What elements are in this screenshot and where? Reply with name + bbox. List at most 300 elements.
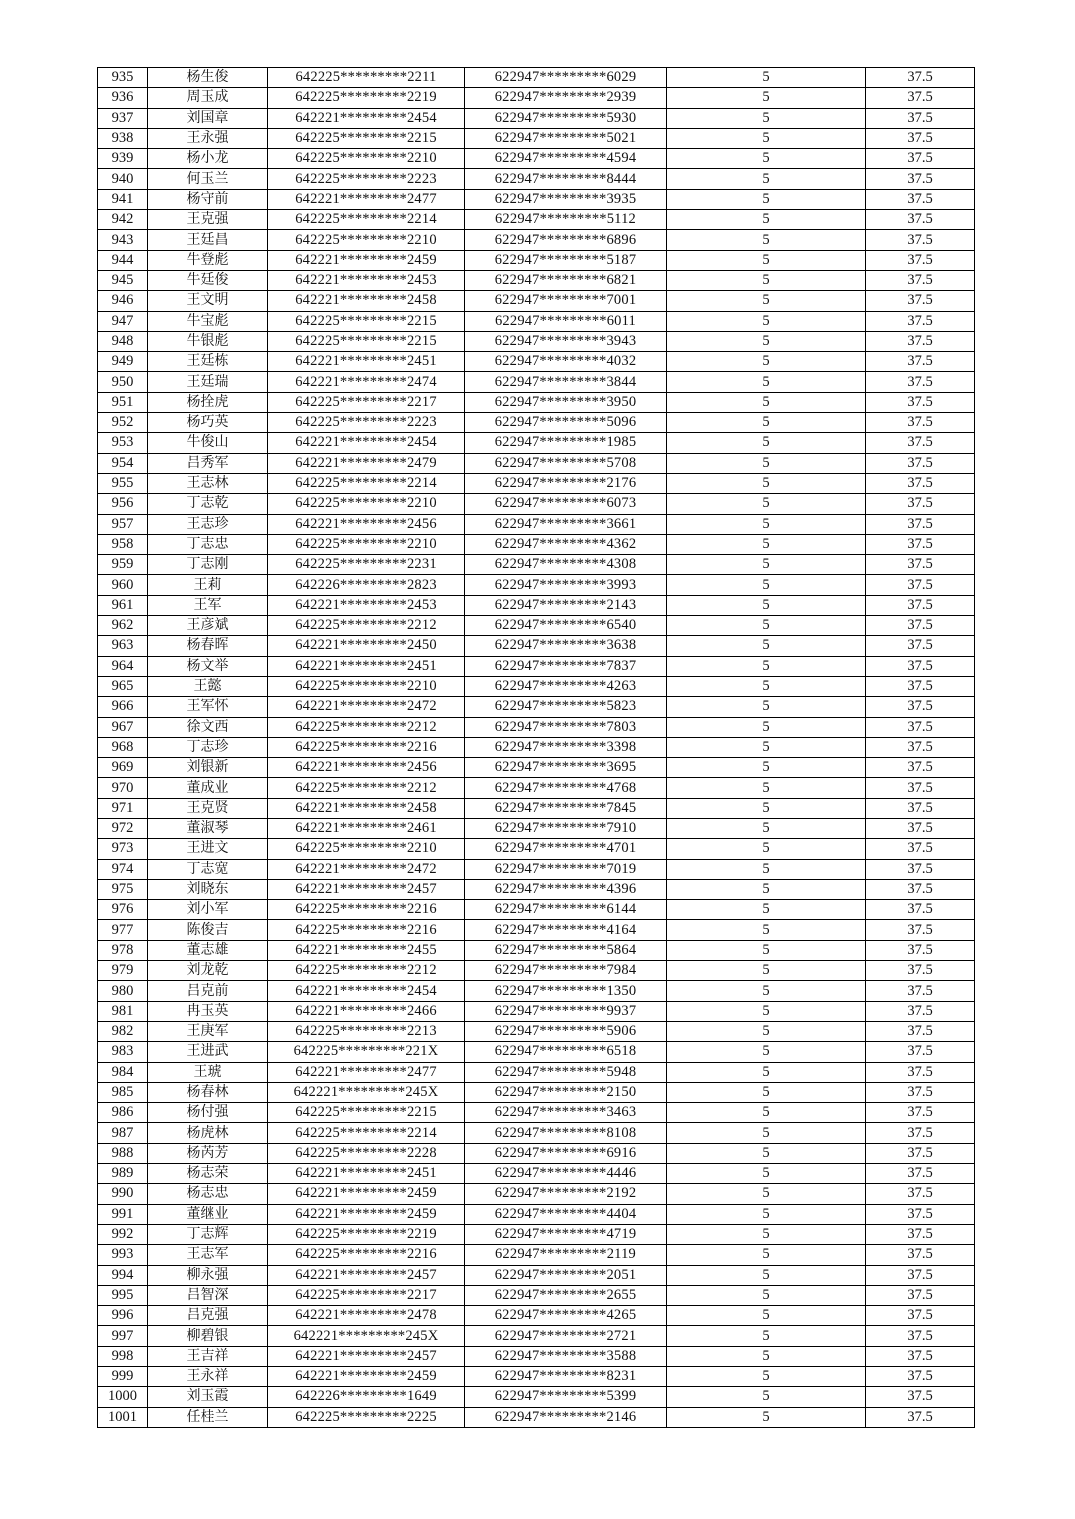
person-name-cell: 丁志辉	[148, 1224, 268, 1244]
table-row	[98, 392, 975, 412]
amount-cell: 37.5	[866, 453, 975, 473]
amount-cell: 37.5	[866, 920, 975, 940]
quantity-cell: 5	[667, 270, 866, 290]
amount-cell: 37.5	[866, 372, 975, 392]
person-name-cell: 丁志乾	[148, 494, 268, 514]
quantity-cell: 5	[667, 1306, 866, 1326]
id-number-cell: 642221*********2457	[268, 1346, 465, 1366]
person-name-cell: 陈俊吉	[148, 920, 268, 940]
amount-cell: 37.5	[866, 1062, 975, 1082]
amount-cell: 37.5	[866, 534, 975, 554]
person-name-cell: 刘晓东	[148, 879, 268, 899]
row-number-cell: 987	[98, 1123, 148, 1143]
person-name-cell: 杨志忠	[148, 1184, 268, 1204]
person-name-cell: 吕克前	[148, 981, 268, 1001]
row-number-cell: 943	[98, 230, 148, 250]
id-number-cell: 642225*********2213	[268, 1021, 465, 1041]
table-row	[98, 1123, 975, 1143]
id-number-cell: 642225*********2210	[268, 149, 465, 169]
quantity-cell: 5	[667, 1062, 866, 1082]
person-name-cell: 刘国章	[148, 108, 268, 128]
roster-body	[98, 68, 975, 1428]
quantity-cell: 5	[667, 900, 866, 920]
table-row	[98, 1407, 975, 1427]
row-number-cell: 979	[98, 961, 148, 981]
id-number-cell: 642225*********2219	[268, 88, 465, 108]
quantity-cell: 5	[667, 473, 866, 493]
id-number-cell: 642225*********2212	[268, 717, 465, 737]
table-row	[98, 1245, 975, 1265]
id-number-cell: 642225*********221X	[268, 1042, 465, 1062]
id-number-cell: 642221*********2454	[268, 108, 465, 128]
row-number-cell: 956	[98, 494, 148, 514]
quantity-cell: 5	[667, 88, 866, 108]
row-number-cell: 992	[98, 1224, 148, 1244]
table-row	[98, 555, 975, 575]
row-number-cell: 995	[98, 1285, 148, 1305]
amount-cell: 37.5	[866, 88, 975, 108]
id-number-cell: 642225*********2215	[268, 1103, 465, 1123]
quantity-cell: 5	[667, 1103, 866, 1123]
person-name-cell: 王永强	[148, 128, 268, 148]
row-number-cell: 939	[98, 149, 148, 169]
table-row	[98, 1184, 975, 1204]
table-row	[98, 149, 975, 169]
person-name-cell: 王志珍	[148, 514, 268, 534]
bank-card-number-cell: 622947*********5021	[465, 128, 667, 148]
person-name-cell: 何玉兰	[148, 169, 268, 189]
amount-cell: 37.5	[866, 1407, 975, 1427]
id-number-cell: 642221*********2472	[268, 697, 465, 717]
quantity-cell: 5	[667, 1387, 866, 1407]
bank-card-number-cell: 622947*********4362	[465, 534, 667, 554]
table-row	[98, 758, 975, 778]
table-row	[98, 656, 975, 676]
id-number-cell: 642221*********2459	[268, 250, 465, 270]
table-row	[98, 433, 975, 453]
row-number-cell: 959	[98, 555, 148, 575]
quantity-cell: 5	[667, 250, 866, 270]
amount-cell: 37.5	[866, 940, 975, 960]
quantity-cell: 5	[667, 1123, 866, 1143]
quantity-cell: 5	[667, 697, 866, 717]
quantity-cell: 5	[667, 331, 866, 351]
person-name-cell: 杨拴虎	[148, 392, 268, 412]
amount-cell: 37.5	[866, 778, 975, 798]
amount-cell: 37.5	[866, 1265, 975, 1285]
table-row	[98, 514, 975, 534]
amount-cell: 37.5	[866, 270, 975, 290]
person-name-cell: 王廷瑞	[148, 372, 268, 392]
row-number-cell: 940	[98, 169, 148, 189]
amount-cell: 37.5	[866, 291, 975, 311]
table-row	[98, 676, 975, 696]
quantity-cell: 5	[667, 291, 866, 311]
quantity-cell: 5	[667, 68, 866, 88]
bank-card-number-cell: 622947*********5948	[465, 1062, 667, 1082]
bank-card-number-cell: 622947*********5930	[465, 108, 667, 128]
bank-card-number-cell: 622947*********4164	[465, 920, 667, 940]
quantity-cell: 5	[667, 1204, 866, 1224]
row-number-cell: 982	[98, 1021, 148, 1041]
quantity-cell: 5	[667, 1184, 866, 1204]
quantity-cell: 5	[667, 1407, 866, 1427]
row-number-cell: 946	[98, 291, 148, 311]
row-number-cell: 975	[98, 879, 148, 899]
id-number-cell: 642225*********2210	[268, 230, 465, 250]
row-number-cell: 993	[98, 1245, 148, 1265]
quantity-cell: 5	[667, 189, 866, 209]
table-row	[98, 981, 975, 1001]
amount-cell: 37.5	[866, 676, 975, 696]
quantity-cell: 5	[667, 636, 866, 656]
row-number-cell: 951	[98, 392, 148, 412]
person-name-cell: 杨志荣	[148, 1164, 268, 1184]
bank-card-number-cell: 622947*********3398	[465, 737, 667, 757]
person-name-cell: 丁志珍	[148, 737, 268, 757]
quantity-cell: 5	[667, 839, 866, 859]
id-number-cell: 642225*********2216	[268, 900, 465, 920]
person-name-cell: 王廷栋	[148, 352, 268, 372]
quantity-cell: 5	[667, 555, 866, 575]
bank-card-number-cell: 622947*********6144	[465, 900, 667, 920]
id-number-cell: 642225*********2216	[268, 1245, 465, 1265]
bank-card-number-cell: 622947*********7803	[465, 717, 667, 737]
bank-card-number-cell: 622947*********3943	[465, 331, 667, 351]
person-name-cell: 刘龙乾	[148, 961, 268, 981]
person-name-cell: 王军怀	[148, 697, 268, 717]
bank-card-number-cell: 622947*********8108	[465, 1123, 667, 1143]
quantity-cell: 5	[667, 453, 866, 473]
quantity-cell: 5	[667, 737, 866, 757]
table-row	[98, 1062, 975, 1082]
bank-card-number-cell: 622947*********2192	[465, 1184, 667, 1204]
id-number-cell: 642225*********2231	[268, 555, 465, 575]
row-number-cell: 969	[98, 758, 148, 778]
bank-card-number-cell: 622947*********7837	[465, 656, 667, 676]
id-number-cell: 642225*********2212	[268, 616, 465, 636]
table-row	[98, 697, 975, 717]
row-number-cell: 983	[98, 1042, 148, 1062]
amount-cell: 37.5	[866, 798, 975, 818]
quantity-cell: 5	[667, 1265, 866, 1285]
row-number-cell: 974	[98, 859, 148, 879]
id-number-cell: 642221*********2454	[268, 433, 465, 453]
table-row	[98, 778, 975, 798]
bank-card-number-cell: 622947*********4594	[465, 149, 667, 169]
id-number-cell: 642225*********2215	[268, 331, 465, 351]
table-row	[98, 68, 975, 88]
bank-card-number-cell: 622947*********3695	[465, 758, 667, 778]
person-name-cell: 任桂兰	[148, 1407, 268, 1427]
person-name-cell: 刘银新	[148, 758, 268, 778]
bank-card-number-cell: 622947*********5864	[465, 940, 667, 960]
table-row	[98, 473, 975, 493]
amount-cell: 37.5	[866, 961, 975, 981]
amount-cell: 37.5	[866, 352, 975, 372]
person-name-cell: 杨芮芳	[148, 1143, 268, 1163]
row-number-cell: 980	[98, 981, 148, 1001]
table-row	[98, 616, 975, 636]
id-number-cell: 642225*********2212	[268, 961, 465, 981]
person-name-cell: 王廷昌	[148, 230, 268, 250]
quantity-cell: 5	[667, 149, 866, 169]
amount-cell: 37.5	[866, 879, 975, 899]
row-number-cell: 973	[98, 839, 148, 859]
row-number-cell: 955	[98, 473, 148, 493]
id-number-cell: 642221*********2455	[268, 940, 465, 960]
quantity-cell: 5	[667, 433, 866, 453]
amount-cell: 37.5	[866, 311, 975, 331]
row-number-cell: 998	[98, 1346, 148, 1366]
person-name-cell: 吕秀军	[148, 453, 268, 473]
row-number-cell: 994	[98, 1265, 148, 1285]
row-number-cell: 960	[98, 575, 148, 595]
bank-card-number-cell: 622947*********3844	[465, 372, 667, 392]
person-name-cell: 丁志忠	[148, 534, 268, 554]
bank-card-number-cell: 622947*********2176	[465, 473, 667, 493]
person-name-cell: 杨春晖	[148, 636, 268, 656]
quantity-cell: 5	[667, 1224, 866, 1244]
table-row	[98, 1021, 975, 1041]
row-number-cell: 941	[98, 189, 148, 209]
table-row	[98, 169, 975, 189]
id-number-cell: 642225*********2219	[268, 1224, 465, 1244]
amount-cell: 37.5	[866, 981, 975, 1001]
row-number-cell: 954	[98, 453, 148, 473]
amount-cell: 37.5	[866, 717, 975, 737]
row-number-cell: 991	[98, 1204, 148, 1224]
bank-card-number-cell: 622947*********2146	[465, 1407, 667, 1427]
row-number-cell: 978	[98, 940, 148, 960]
quantity-cell: 5	[667, 1367, 866, 1387]
row-number-cell: 997	[98, 1326, 148, 1346]
row-number-cell: 961	[98, 595, 148, 615]
quantity-cell: 5	[667, 676, 866, 696]
id-number-cell: 642225*********2217	[268, 1285, 465, 1305]
person-name-cell: 王莉	[148, 575, 268, 595]
row-number-cell: 962	[98, 616, 148, 636]
table-row	[98, 250, 975, 270]
id-number-cell: 642221*********2450	[268, 636, 465, 656]
row-number-cell: 996	[98, 1306, 148, 1326]
table-row	[98, 108, 975, 128]
row-number-cell: 949	[98, 352, 148, 372]
person-name-cell: 王志军	[148, 1245, 268, 1265]
id-number-cell: 642221*********2456	[268, 758, 465, 778]
bank-card-number-cell: 622947*********3463	[465, 1103, 667, 1123]
bank-card-number-cell: 622947*********4701	[465, 839, 667, 859]
id-number-cell: 642221*********2456	[268, 514, 465, 534]
amount-cell: 37.5	[866, 1204, 975, 1224]
table-row	[98, 534, 975, 554]
bank-card-number-cell: 622947*********5823	[465, 697, 667, 717]
table-row	[98, 1265, 975, 1285]
bank-card-number-cell: 622947*********7984	[465, 961, 667, 981]
table-row	[98, 859, 975, 879]
bank-card-number-cell: 622947*********6011	[465, 311, 667, 331]
table-row	[98, 352, 975, 372]
bank-card-number-cell: 622947*********5708	[465, 453, 667, 473]
bank-card-number-cell: 622947*********2721	[465, 1326, 667, 1346]
bank-card-number-cell: 622947*********4308	[465, 555, 667, 575]
person-name-cell: 杨小龙	[148, 149, 268, 169]
amount-cell: 37.5	[866, 555, 975, 575]
id-number-cell: 642221*********2451	[268, 656, 465, 676]
quantity-cell: 5	[667, 575, 866, 595]
person-name-cell: 王懿	[148, 676, 268, 696]
row-number-cell: 988	[98, 1143, 148, 1163]
id-number-cell: 642225*********2216	[268, 920, 465, 940]
table-row	[98, 920, 975, 940]
id-number-cell: 642225*********2211	[268, 68, 465, 88]
row-number-cell: 966	[98, 697, 148, 717]
table-row	[98, 1164, 975, 1184]
person-name-cell: 王进武	[148, 1042, 268, 1062]
bank-card-number-cell: 622947*********7910	[465, 818, 667, 838]
bank-card-number-cell: 622947*********5112	[465, 210, 667, 230]
id-number-cell: 642225*********2215	[268, 311, 465, 331]
table-row	[98, 940, 975, 960]
quantity-cell: 5	[667, 494, 866, 514]
id-number-cell: 642221*********2477	[268, 189, 465, 209]
amount-cell: 37.5	[866, 1285, 975, 1305]
quantity-cell: 5	[667, 413, 866, 433]
person-name-cell: 董志雄	[148, 940, 268, 960]
person-name-cell: 王志林	[148, 473, 268, 493]
bank-card-number-cell: 622947*********1985	[465, 433, 667, 453]
id-number-cell: 642221*********2459	[268, 1184, 465, 1204]
table-row	[98, 1326, 975, 1346]
amount-cell: 37.5	[866, 1326, 975, 1346]
person-name-cell: 王彦斌	[148, 616, 268, 636]
person-name-cell: 杨巧英	[148, 413, 268, 433]
table-row	[98, 331, 975, 351]
quantity-cell: 5	[667, 717, 866, 737]
bank-card-number-cell: 622947*********8444	[465, 169, 667, 189]
row-number-cell: 967	[98, 717, 148, 737]
id-number-cell: 642225*********2215	[268, 128, 465, 148]
table-row	[98, 372, 975, 392]
row-number-cell: 935	[98, 68, 148, 88]
table-row	[98, 1306, 975, 1326]
bank-card-number-cell: 622947*********9937	[465, 1001, 667, 1021]
amount-cell: 37.5	[866, 413, 975, 433]
amount-cell: 37.5	[866, 1103, 975, 1123]
quantity-cell: 5	[667, 392, 866, 412]
id-number-cell: 642221*********2474	[268, 372, 465, 392]
row-number-cell: 953	[98, 433, 148, 453]
table-row	[98, 879, 975, 899]
table-row	[98, 453, 975, 473]
row-number-cell: 990	[98, 1184, 148, 1204]
person-name-cell: 王克贤	[148, 798, 268, 818]
amount-cell: 37.5	[866, 656, 975, 676]
amount-cell: 37.5	[866, 514, 975, 534]
person-name-cell: 杨虎林	[148, 1123, 268, 1143]
quantity-cell: 5	[667, 798, 866, 818]
bank-card-number-cell: 622947*********5096	[465, 413, 667, 433]
table-row	[98, 311, 975, 331]
person-name-cell: 王庚军	[148, 1021, 268, 1041]
amount-cell: 37.5	[866, 1245, 975, 1265]
amount-cell: 37.5	[866, 1387, 975, 1407]
id-number-cell: 642225*********2214	[268, 1123, 465, 1143]
person-name-cell: 董继业	[148, 1204, 268, 1224]
bank-card-number-cell: 622947*********4396	[465, 879, 667, 899]
bank-card-number-cell: 622947*********4446	[465, 1164, 667, 1184]
amount-cell: 37.5	[866, 433, 975, 453]
amount-cell: 37.5	[866, 859, 975, 879]
row-number-cell: 1000	[98, 1387, 148, 1407]
quantity-cell: 5	[667, 514, 866, 534]
quantity-cell: 5	[667, 920, 866, 940]
id-number-cell: 642221*********2459	[268, 1204, 465, 1224]
bank-card-number-cell: 622947*********4032	[465, 352, 667, 372]
id-number-cell: 642221*********2457	[268, 1265, 465, 1285]
person-name-cell: 王吉祥	[148, 1346, 268, 1366]
person-name-cell: 牛廷俊	[148, 270, 268, 290]
table-row	[98, 230, 975, 250]
quantity-cell: 5	[667, 1042, 866, 1062]
amount-cell: 37.5	[866, 1001, 975, 1021]
quantity-cell: 5	[667, 778, 866, 798]
bank-card-number-cell: 622947*********2655	[465, 1285, 667, 1305]
row-number-cell: 938	[98, 128, 148, 148]
table-row	[98, 636, 975, 656]
amount-cell: 37.5	[866, 1164, 975, 1184]
row-number-cell: 944	[98, 250, 148, 270]
table-row	[98, 1103, 975, 1123]
bank-card-number-cell: 622947*********6073	[465, 494, 667, 514]
bank-card-number-cell: 622947*********5187	[465, 250, 667, 270]
table-row	[98, 595, 975, 615]
row-number-cell: 989	[98, 1164, 148, 1184]
table-row	[98, 1042, 975, 1062]
quantity-cell: 5	[667, 1285, 866, 1305]
person-name-cell: 刘小军	[148, 900, 268, 920]
row-number-cell: 948	[98, 331, 148, 351]
person-name-cell: 吕智深	[148, 1285, 268, 1305]
person-name-cell: 杨付强	[148, 1103, 268, 1123]
bank-card-number-cell: 622947*********5906	[465, 1021, 667, 1041]
row-number-cell: 947	[98, 311, 148, 331]
roster-table	[97, 67, 975, 1428]
row-number-cell: 970	[98, 778, 148, 798]
bank-card-number-cell: 622947*********2150	[465, 1082, 667, 1102]
table-row	[98, 1224, 975, 1244]
person-name-cell: 杨春林	[148, 1082, 268, 1102]
quantity-cell: 5	[667, 352, 866, 372]
table-row	[98, 1346, 975, 1366]
bank-card-number-cell: 622947*********7019	[465, 859, 667, 879]
bank-card-number-cell: 622947*********8231	[465, 1367, 667, 1387]
quantity-cell: 5	[667, 595, 866, 615]
bank-card-number-cell: 622947*********3661	[465, 514, 667, 534]
id-number-cell: 642226*********1649	[268, 1387, 465, 1407]
amount-cell: 37.5	[866, 189, 975, 209]
amount-cell: 37.5	[866, 616, 975, 636]
row-number-cell: 986	[98, 1103, 148, 1123]
quantity-cell: 5	[667, 758, 866, 778]
table-row	[98, 818, 975, 838]
quantity-cell: 5	[667, 940, 866, 960]
amount-cell: 37.5	[866, 210, 975, 230]
id-number-cell: 642225*********2217	[268, 392, 465, 412]
table-row	[98, 128, 975, 148]
bank-card-number-cell: 622947*********4263	[465, 676, 667, 696]
person-name-cell: 王永祥	[148, 1367, 268, 1387]
